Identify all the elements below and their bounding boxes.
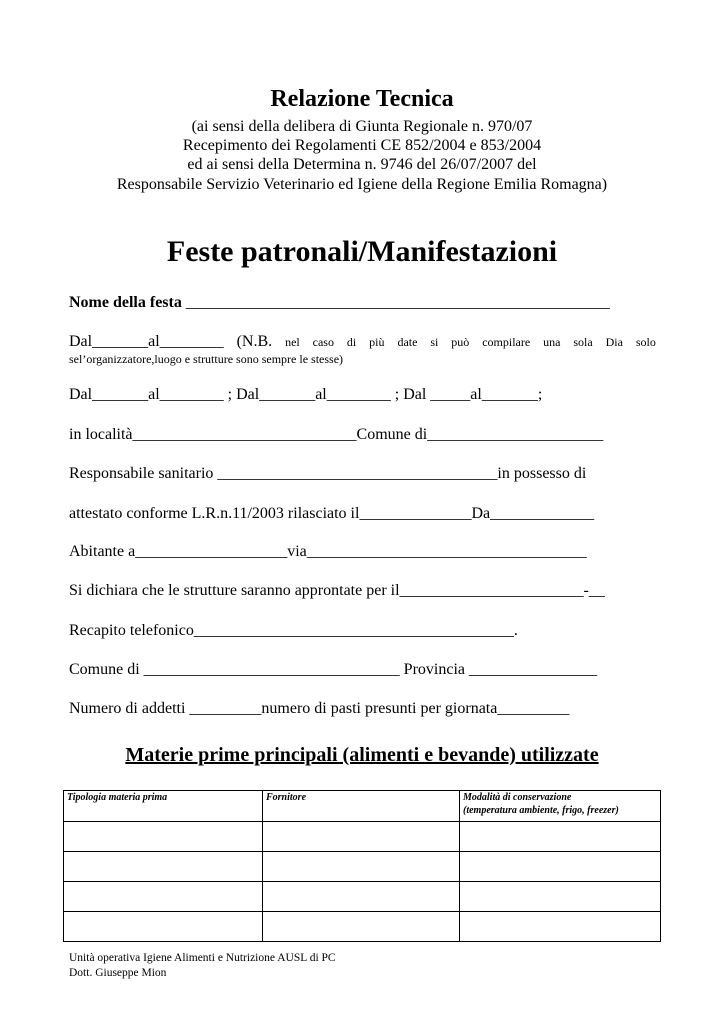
table-row: [64, 912, 661, 942]
field-strutture[interactable]: Si dichiara che le strutture saranno approntate per il_______________________-__: [69, 582, 605, 599]
table-cell[interactable]: [460, 912, 661, 942]
field-attestato[interactable]: attestato conforme L.R.n.11/2003 rilasciato il______________Da_____________: [69, 505, 595, 522]
subtitle-line-1: (ai sensi della delibera di Giunta Regionale n. 970/07: [191, 118, 533, 135]
field-nome-festa-label: Nome della festa: [69, 294, 182, 311]
table-cell[interactable]: [64, 852, 263, 882]
table-cell[interactable]: [64, 912, 263, 942]
materie-prime-table: [63, 790, 661, 942]
field-recapito[interactable]: Recapito telefonico________________________________________.: [69, 622, 518, 639]
subtitle-line-3: ed ai sensi della Determina n. 9746 del 26/07/2007 del: [187, 156, 537, 173]
table-cell[interactable]: [460, 852, 661, 882]
table-row: [64, 882, 661, 912]
table-cell[interactable]: [263, 822, 460, 852]
header-tipologia: Tipologia materia prima: [64, 791, 263, 822]
header-fornitore: Fornitore: [263, 791, 460, 822]
table-row: [64, 852, 661, 882]
nb-word: più: [369, 335, 385, 349]
nb-word: caso: [312, 335, 334, 349]
table-cell[interactable]: [263, 882, 460, 912]
field-addetti[interactable]: Numero di addetti _________numero di pasti presunti per giornata_________: [69, 700, 570, 717]
field-comune[interactable]: Comune di ________________________________ Provincia ________________: [69, 661, 597, 678]
header-modalita: [460, 791, 661, 822]
section-title: Materie prime principali (alimenti e bevande) utilizzate: [125, 744, 599, 766]
table-cell[interactable]: [64, 822, 263, 852]
nb-word: può: [451, 335, 470, 349]
nb-word: una: [543, 335, 561, 349]
table-row: [64, 822, 661, 852]
field-nome-festa-blank: _____________________________________________________: [185, 294, 610, 311]
document-title: Relazione Tecnica: [270, 86, 454, 112]
nb-word: date: [397, 335, 418, 349]
nb-word: si: [430, 335, 439, 349]
header-modalita-line2: (temperatura ambiente, frigo, freezer): [463, 805, 619, 816]
subtitle-line-4: Responsabile Servizio Veterinario ed Igiene della Regione Emilia Romagna): [116, 176, 608, 193]
nb-word: solo: [635, 335, 656, 349]
footer-line-1: Unità operativa Igiene Alimenti e Nutrizione AUSL di PC: [69, 952, 336, 964]
table-cell[interactable]: [64, 882, 263, 912]
field-nome-festa[interactable]: [69, 294, 610, 312]
table-header-row: [64, 791, 661, 822]
field-responsabile[interactable]: Responsabile sanitario ___________________________________in possesso di: [69, 465, 587, 482]
nb-word: compilare: [482, 335, 531, 349]
nb-word: nel: [285, 335, 300, 349]
table-cell[interactable]: [263, 912, 460, 942]
nb-word: Dia: [605, 335, 623, 349]
nb-note-line-2: sel’organizzatore,luogo e strutture sono sempre le stesse): [69, 352, 344, 366]
nb-label: (N.B.: [236, 333, 273, 350]
field-abitante[interactable]: Abitante a___________________via___________________________________: [69, 543, 587, 560]
table-cell[interactable]: [460, 822, 661, 852]
field-dal-multi[interactable]: Dal_______al________ ; Dal_______al________ ; Dal _____al_______;: [69, 386, 543, 403]
field-dal-al[interactable]: [69, 333, 656, 351]
field-localita[interactable]: in località____________________________Comune di______________________: [69, 426, 604, 443]
footer-line-2: Dott. Giuseppe Mion: [69, 967, 167, 979]
table-cell[interactable]: [460, 882, 661, 912]
main-title: Feste patronali/Manifestazioni: [166, 235, 558, 268]
header-modalita-line1: Modalità di conservazione: [463, 792, 572, 803]
nb-word: di: [346, 335, 357, 349]
table-cell[interactable]: [263, 852, 460, 882]
subtitle-line-2: Recepimento dei Regolamenti CE 852/2004 e 853/2004: [182, 137, 542, 154]
nb-word: sola: [573, 335, 593, 349]
dal-al-text: Dal_______al________: [69, 333, 224, 350]
